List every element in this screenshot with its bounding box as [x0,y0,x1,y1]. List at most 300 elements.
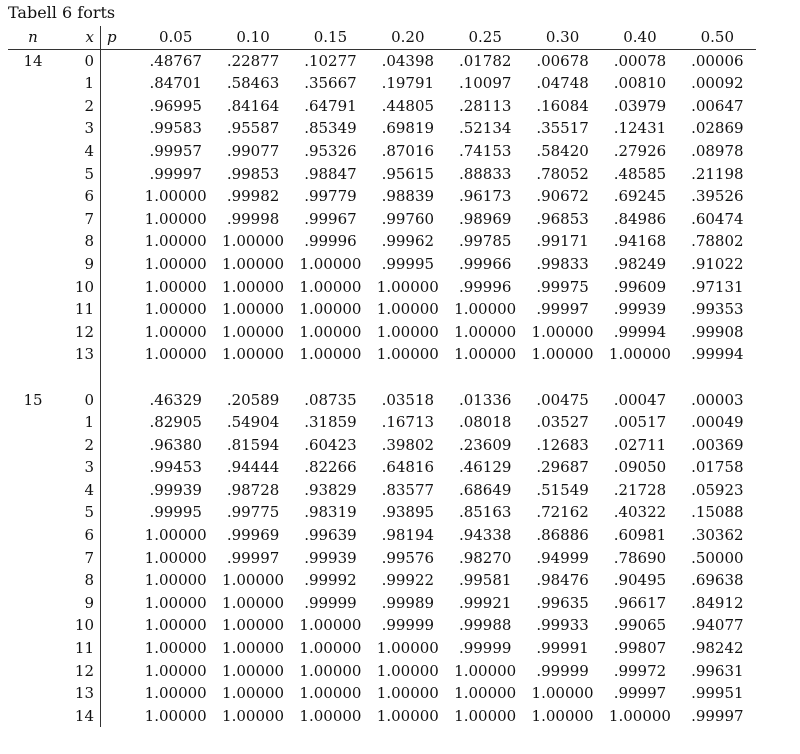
probability-cell: .96173 [458,187,512,206]
probability-cell: 1.00000 [299,322,362,341]
probability-cell: .64816 [381,458,435,477]
probability-cell: .98270 [458,548,512,567]
table-row [8,524,756,547]
probability-cell: 1.00000 [299,300,362,319]
probability-cell: .99996 [458,277,512,296]
probability-cell: .02869 [691,119,744,138]
probability-cell: 1.00000 [144,661,207,680]
probability-cell: 1.00000 [299,254,362,273]
probability-cell: .84986 [613,209,667,228]
x-cell: 3 [58,117,101,140]
x-cell: 6 [58,185,101,208]
table-row [8,117,756,140]
probability-cell: .82905 [149,413,202,432]
probability-cell: .81594 [226,435,280,454]
x-cell: 8 [58,230,101,253]
probability-cell: .82266 [304,458,357,477]
probability-cell: 1.00000 [454,300,517,319]
probability-cell: .84912 [691,593,744,612]
probability-cell: .60981 [613,526,667,545]
probability-cell: .99939 [304,548,357,567]
probability-cell: .94077 [691,616,744,635]
probability-cell: .99171 [536,232,589,251]
probability-cell: .46129 [458,458,512,477]
p-spacer-cell [101,208,138,231]
x-cell: 9 [58,253,101,276]
probability-cell: .39802 [381,435,435,454]
probability-cell: .99999 [458,639,512,658]
probability-cell: 1.00000 [454,322,517,341]
probability-cell: .99453 [149,458,202,477]
table-row [8,230,756,253]
probability-cell: .99994 [613,322,667,341]
probability-cell: .91022 [691,254,744,273]
p-spacer-cell [101,479,138,502]
probability-cell: 1.00000 [376,345,439,364]
probability-cell: .08735 [304,390,357,409]
probability-cell: .99998 [226,209,280,228]
p-spacer-cell [101,117,138,140]
probability-cell: 1.00000 [144,639,207,658]
probability-cell: 1.00000 [454,661,517,680]
probability-cell: 1.00000 [299,277,362,296]
probability-cell: .72162 [536,503,589,522]
p-spacer-cell [101,411,138,434]
probability-cell: .40322 [613,503,667,522]
probability-cell: .99995 [381,254,435,273]
probability-cell: .99853 [226,164,280,183]
probability-cell: .00678 [536,51,589,70]
probability-cell: 1.00000 [222,571,285,590]
spacer-cell [447,366,524,389]
n-cell [8,140,58,163]
probability-cell: .99065 [613,616,667,635]
probability-cell: .98319 [304,503,357,522]
probability-cell: .95615 [381,164,435,183]
table-body [8,49,756,727]
x-cell: 11 [58,298,101,321]
probability-cell: .99992 [304,571,357,590]
probability-cell: 1.00000 [376,277,439,296]
probability-cell: 1.00000 [608,706,671,725]
probability-cell: .00006 [691,51,744,70]
probability-cell: .12683 [536,435,589,454]
probability-cell: .98476 [536,571,589,590]
table-row [8,660,756,683]
x-cell: 4 [58,479,101,502]
probability-cell: 1.00000 [144,322,207,341]
probability-cell: .01758 [691,458,744,477]
table-row [8,592,756,615]
probability-cell: .96853 [536,209,589,228]
probability-cell: 1.00000 [222,277,285,296]
spacer-cell [679,366,756,389]
probability-cell: .99995 [149,503,202,522]
probability-cell: 1.00000 [144,593,207,612]
x-cell: 14 [58,705,101,728]
probability-cell: .69638 [691,571,744,590]
probability-cell: .97131 [691,277,744,296]
header-p-value: 0.40 [601,26,678,49]
probability-cell: .35517 [536,119,589,138]
probability-cell: .00049 [691,413,744,432]
probability-cell: .02711 [613,435,667,454]
probability-cell: .08978 [691,141,744,160]
table-header [8,26,756,49]
probability-cell: 1.00000 [299,706,362,725]
p-spacer-cell [101,389,138,412]
n-cell [8,524,58,547]
probability-cell: .95326 [304,141,357,160]
probability-cell: .01336 [458,390,512,409]
table-row [8,434,756,457]
probability-cell: .84164 [226,96,280,115]
probability-cell: .20589 [226,390,280,409]
x-cell: 12 [58,660,101,683]
table-row [8,343,756,366]
p-spacer-cell [101,321,138,344]
probability-cell: .15088 [691,503,744,522]
p-spacer-cell [101,705,138,728]
n-cell [8,95,58,118]
probability-cell: 1.00000 [144,277,207,296]
probability-cell: .12431 [613,119,667,138]
x-cell: 4 [58,140,101,163]
probability-cell: .48585 [613,164,667,183]
x-cell: 7 [58,208,101,231]
table-row [8,185,756,208]
probability-cell: .98242 [691,639,744,658]
probability-cell: .99933 [536,616,589,635]
probability-cell: .60474 [691,209,744,228]
x-cell: 6 [58,524,101,547]
x-cell: 13 [58,343,101,366]
probability-cell: .99939 [613,300,667,319]
n-cell [8,479,58,502]
probability-cell: .90672 [536,187,589,206]
probability-cell: .87016 [381,141,435,160]
p-spacer-cell [101,682,138,705]
table-row [8,547,756,570]
probability-cell: .03518 [381,390,435,409]
probability-cell: .86886 [536,526,589,545]
x-cell: 1 [58,411,101,434]
n-cell: 14 [23,51,43,70]
probability-cell: .05923 [691,480,744,499]
table-row [8,321,756,344]
probability-cell: 1.00000 [144,232,207,251]
probability-cell: .96617 [613,593,667,612]
x-cell: 2 [58,434,101,457]
probability-cell: .58463 [226,74,280,93]
n-cell [8,456,58,479]
probability-cell: .99353 [691,300,744,319]
probability-cell: 1.00000 [299,684,362,703]
spacer-cell [369,366,446,389]
probability-cell: .00078 [613,51,667,70]
probability-cell: 1.00000 [144,209,207,228]
probability-cell: .99966 [458,254,512,273]
n-cell [8,637,58,660]
header-n: n [8,26,58,49]
page-title: Tabell 6 forts [8,3,116,22]
p-spacer-cell [101,230,138,253]
n-cell [8,72,58,95]
probability-cell: 1.00000 [222,639,285,658]
probability-cell: 1.00000 [144,526,207,545]
p-spacer-cell [101,72,138,95]
probability-cell: .74153 [458,141,512,160]
probability-cell: .78802 [691,232,744,251]
probability-cell: 1.00000 [222,661,285,680]
probability-cell: .83577 [381,480,435,499]
header-x: x [58,26,101,49]
p-spacer-cell [101,276,138,299]
probability-cell: .58420 [536,141,589,160]
table-row [8,298,756,321]
probability-cell: .69819 [381,119,435,138]
probability-cell: .99581 [458,571,512,590]
probability-cell: 1.00000 [376,639,439,658]
table-row [8,411,756,434]
header-p-value: 0.50 [679,26,756,49]
probability-cell: .99975 [536,277,589,296]
probability-cell: .31859 [304,413,357,432]
probability-cell: .98839 [381,187,435,206]
probability-cell: 1.00000 [299,345,362,364]
table-row [8,569,756,592]
probability-cell: .22877 [226,51,280,70]
probability-cell: 1.00000 [144,345,207,364]
probability-cell: .00517 [613,413,667,432]
x-cell: 8 [58,569,101,592]
n-cell [8,547,58,570]
table-row [8,140,756,163]
p-spacer-cell [101,637,138,660]
probability-cell: .09050 [613,458,667,477]
x-cell: 2 [58,95,101,118]
probability-cell: .99576 [381,548,435,567]
probability-cell: .99807 [613,639,667,658]
x-cell: 9 [58,592,101,615]
probability-cell: .99957 [149,141,202,160]
table-row [8,253,756,276]
spacer-cell [601,366,678,389]
probability-cell: 1.00000 [222,616,285,635]
probability-cell: .46329 [149,390,202,409]
table-row [8,479,756,502]
p-spacer-cell [101,95,138,118]
probability-cell: .95587 [226,119,280,138]
probability-cell: .94168 [613,232,667,251]
binomial-table [8,26,756,727]
probability-cell: .08018 [458,413,512,432]
probability-cell: 1.00000 [222,706,285,725]
p-spacer-cell [101,253,138,276]
spacer-cell [524,366,601,389]
probability-cell: .51549 [536,480,589,499]
probability-cell: .19791 [381,74,435,93]
probability-cell: 1.00000 [454,345,517,364]
header-p-value: 0.25 [447,26,524,49]
probability-cell: .23609 [458,435,512,454]
probability-cell: .99991 [536,639,589,658]
table-row [8,501,756,524]
spacer-cell [214,366,291,389]
table-row [8,614,756,637]
probability-cell: 1.00000 [222,345,285,364]
table-row [8,682,756,705]
x-cell: 13 [58,682,101,705]
probability-cell: 1.00000 [454,706,517,725]
probability-cell: .99639 [304,526,357,545]
probability-cell: 1.00000 [531,684,594,703]
header-row [8,26,756,49]
probability-cell: .99785 [458,232,512,251]
probability-cell: .94999 [536,548,589,567]
probability-cell: .50000 [691,548,744,567]
x-cell: 1 [58,72,101,95]
n-cell [8,298,58,321]
probability-cell: 1.00000 [222,322,285,341]
probability-cell: .04748 [536,74,589,93]
probability-cell: .99583 [149,119,202,138]
probability-cell: .99833 [536,254,589,273]
probability-cell: .94444 [226,458,280,477]
table-row [8,705,756,728]
probability-cell: .99969 [226,526,280,545]
p-spacer-cell [101,592,138,615]
n-cell [8,230,58,253]
probability-cell: .99982 [226,187,280,206]
p-spacer-cell [101,456,138,479]
probability-cell: .28113 [458,96,512,115]
probability-cell: .10277 [304,51,357,70]
probability-cell: .48767 [149,51,202,70]
n-cell [8,163,58,186]
header-p-value: 0.20 [369,26,446,49]
probability-cell: .99997 [149,164,202,183]
x-cell: 0 [58,389,101,412]
probability-cell: 1.00000 [608,345,671,364]
probability-cell: .99908 [691,322,744,341]
probability-cell: 1.00000 [222,232,285,251]
probability-cell: .96995 [149,96,202,115]
table-row [8,49,756,72]
probability-cell: 1.00000 [222,684,285,703]
x-cell: 10 [58,276,101,299]
probability-cell: 1.00000 [222,254,285,273]
spacer-cell [8,366,58,389]
n-cell [8,411,58,434]
probability-cell: 1.00000 [376,300,439,319]
probability-cell: .99999 [536,661,589,680]
probability-cell: .94338 [458,526,512,545]
probability-cell: .93895 [381,503,435,522]
x-cell: 11 [58,637,101,660]
p-spacer-cell [101,547,138,570]
header-p-value: 0.30 [524,26,601,49]
probability-cell: .99997 [691,706,744,725]
probability-cell: .00047 [613,390,667,409]
probability-cell: .00003 [691,390,744,409]
probability-cell: .52134 [458,119,512,138]
n-cell [8,276,58,299]
probability-cell: .29687 [536,458,589,477]
table-row [8,72,756,95]
probability-cell: .93829 [304,480,357,499]
probability-cell: .90495 [613,571,667,590]
probability-cell: .98728 [226,480,280,499]
probability-cell: .99996 [304,232,357,251]
table-row [8,95,756,118]
table-row [8,389,756,412]
x-cell: 10 [58,614,101,637]
probability-cell: 1.00000 [376,706,439,725]
spacer-cell [137,366,214,389]
probability-cell: .69245 [613,187,667,206]
probability-cell: .27926 [613,141,667,160]
probability-cell: 1.00000 [299,661,362,680]
x-cell: 3 [58,456,101,479]
probability-cell: .99997 [613,684,667,703]
probability-cell: 1.00000 [376,322,439,341]
probability-cell: .21198 [691,164,744,183]
probability-cell: .64791 [304,96,357,115]
spacer-cell [58,366,101,389]
p-spacer-cell [101,298,138,321]
n-cell [8,682,58,705]
probability-cell: .30362 [691,526,744,545]
probability-cell: 1.00000 [531,706,594,725]
probability-cell: .04398 [381,51,435,70]
probability-cell: .00092 [691,74,744,93]
n-cell [8,343,58,366]
probability-cell: .10097 [458,74,512,93]
probability-cell: .00475 [536,390,589,409]
probability-cell: .99972 [613,661,667,680]
probability-cell: .99994 [691,345,744,364]
probability-cell: .99635 [536,593,589,612]
spacer-cell [101,366,138,389]
probability-cell: .85163 [458,503,512,522]
p-spacer-cell [101,343,138,366]
probability-cell: .00647 [691,96,744,115]
probability-cell: 1.00000 [454,684,517,703]
probability-cell: .99631 [691,661,744,680]
x-cell: 5 [58,501,101,524]
probability-cell: .00810 [613,74,667,93]
probability-cell: .99951 [691,684,744,703]
probability-cell: .99760 [381,209,435,228]
header-p: p [101,26,138,49]
probability-cell: .78690 [613,548,667,567]
n-cell [8,569,58,592]
probability-cell: .99609 [613,277,667,296]
probability-cell: .99988 [458,616,512,635]
probability-cell: .16713 [381,413,435,432]
n-cell [8,117,58,140]
probability-cell: 1.00000 [531,322,594,341]
probability-cell: .99962 [381,232,435,251]
probability-cell: .60423 [304,435,357,454]
probability-cell: .98847 [304,164,357,183]
probability-cell: .96380 [149,435,202,454]
probability-cell: .35667 [304,74,357,93]
x-cell: 7 [58,547,101,570]
probability-cell: .54904 [226,413,280,432]
probability-cell: .99999 [381,616,435,635]
